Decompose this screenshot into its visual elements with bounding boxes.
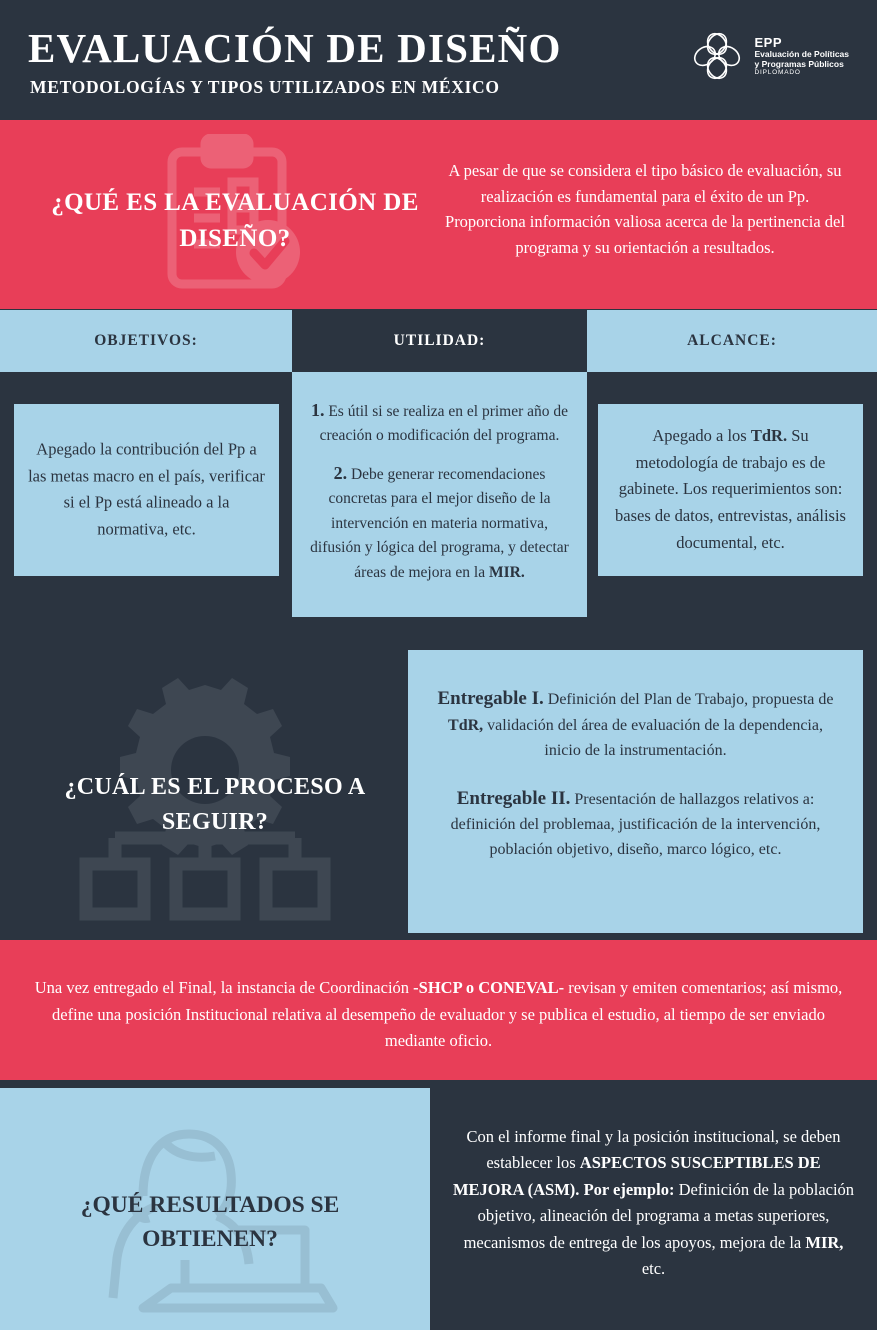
header bbox=[0, 0, 877, 120]
results-bold-3: MIR, bbox=[805, 1232, 844, 1252]
entregable-2-label: Entregable II. bbox=[456, 787, 571, 809]
objetivos-text: Apegado la contribución del Pp a las metas macro en el país, verificar si el Pp está alineado a la normativa, etc. bbox=[28, 439, 265, 539]
utilidad-text bbox=[308, 396, 571, 585]
logo bbox=[689, 28, 849, 84]
objetivos-header-label: OBJETIVOS: bbox=[94, 332, 198, 349]
alcance-text-bold: TdR. bbox=[750, 426, 788, 446]
entregable-2-text: Presentación de hallazgos relativos a: definición del problemaa, justificación de la intervención, población objetivo, diseño, marco lógico, etc. bbox=[450, 790, 821, 859]
process-question: ¿CUÁL ES EL PROCESO A SEGUIR? bbox=[64, 774, 366, 835]
utilidad-item-1-number: 1. bbox=[310, 400, 325, 420]
entregable-1-text-a: Definición del Plan de Trabajo, propuesta de bbox=[543, 691, 834, 708]
utilidad-header-label: UTILIDAD: bbox=[393, 332, 486, 349]
entregable-1-label: Entregable I. bbox=[437, 688, 544, 709]
results-bold-1: ASPECTOS SUSCEPTIBLES DE MEJORA (ASM). bbox=[452, 1153, 821, 1199]
results-text bbox=[452, 1124, 855, 1282]
results-card bbox=[430, 1088, 877, 1330]
definition-question: ¿QUÉ ES LA EVALUACIÓN DE DISEÑO? bbox=[51, 189, 419, 253]
utilidad-card bbox=[292, 372, 587, 617]
page-subtitle: METODOLOGÍAS Y TIPOS UTILIZADOS EN MÉXICO bbox=[30, 77, 500, 97]
objetivos-card bbox=[14, 404, 279, 576]
entregable-1-text-b: validación del área de evaluación de la dependencia, inicio de la instrumentación. bbox=[483, 716, 823, 759]
final-text-a: Una vez entregado el Final, la instancia de Coordinación bbox=[34, 978, 414, 997]
logo-line-1: Evaluación de Políticas bbox=[754, 49, 849, 60]
utilidad-item-1-text: Es útil si se realiza en el primer año de creación o modificación del programa. bbox=[319, 403, 569, 445]
entregable-1-bold: TdR, bbox=[448, 716, 484, 734]
utilidad-header-band bbox=[292, 310, 587, 372]
utilidad-item-2-bold: MIR. bbox=[488, 563, 525, 581]
alcance-header-band bbox=[587, 310, 877, 372]
objetivos-header-band bbox=[0, 310, 292, 372]
utilidad-item-2-number: 2. bbox=[333, 462, 348, 483]
epp-flower-logo-icon bbox=[689, 28, 745, 84]
results-bold-2: Por ejemplo: bbox=[583, 1179, 675, 1199]
utilidad-item-1 bbox=[308, 396, 571, 449]
results-text-b: Definición de la población objetivo, alineación del programa a metas superiores, mecanismos de entrega de los apoyos, mejora de la bbox=[463, 1179, 855, 1252]
final-text-b: revisan y emiten comentarios; así mismo, define una posición Institucional relativa al desempeño de evaluador y se publica el estudio, al tiempo de ser enviado mediante oficio. bbox=[52, 978, 843, 1051]
final-text-bold: -SHCP o CONEVAL- bbox=[413, 978, 565, 997]
alcance-text-b: Su metodología de trabajo es de gabinete. Los requerimientos son: bases de datos, entrevistas, análisis documental, etc. bbox=[615, 426, 846, 553]
alcance-text-a: Apegado a los bbox=[652, 426, 751, 446]
entregable-2 bbox=[430, 784, 841, 864]
logo-text bbox=[755, 36, 849, 77]
utilidad-item-2 bbox=[308, 459, 571, 585]
definition-paragraph: A pesar de que se considera el tipo básico de evaluación, su realización es fundamental para el éxito de un Pp. Proporciona información valiosa acerca de la pertinencia del programa y su orientación a resultados. bbox=[445, 161, 845, 258]
results-text-a: Con el informe final y la posición institucional, se deben establecer los bbox=[466, 1127, 841, 1173]
results-text-c: etc. bbox=[641, 1258, 666, 1278]
process-text bbox=[430, 684, 841, 863]
results-question: ¿QUÉ RESULTADOS SE OBTIENEN? bbox=[80, 1192, 340, 1253]
logo-acronym: EPP bbox=[754, 34, 783, 50]
process-card bbox=[408, 650, 863, 933]
alcance-text bbox=[612, 423, 849, 557]
logo-line-3: DIPLOMADO bbox=[754, 69, 801, 77]
utilidad-item-2-text: Debe generar recomendaciones concretas para el mejor diseño de la intervención en materia normativa, difusión y lógica del programa, y detectar áreas de mejora en la bbox=[310, 465, 569, 581]
entregable-1 bbox=[430, 684, 841, 764]
page-title: EVALUACIÓN DE DISEÑO bbox=[28, 25, 562, 71]
alcance-card bbox=[598, 404, 863, 576]
final-text bbox=[30, 975, 847, 1055]
alcance-header-label: ALCANCE: bbox=[687, 332, 777, 349]
logo-line-2: y Programas Públicos bbox=[754, 58, 844, 69]
